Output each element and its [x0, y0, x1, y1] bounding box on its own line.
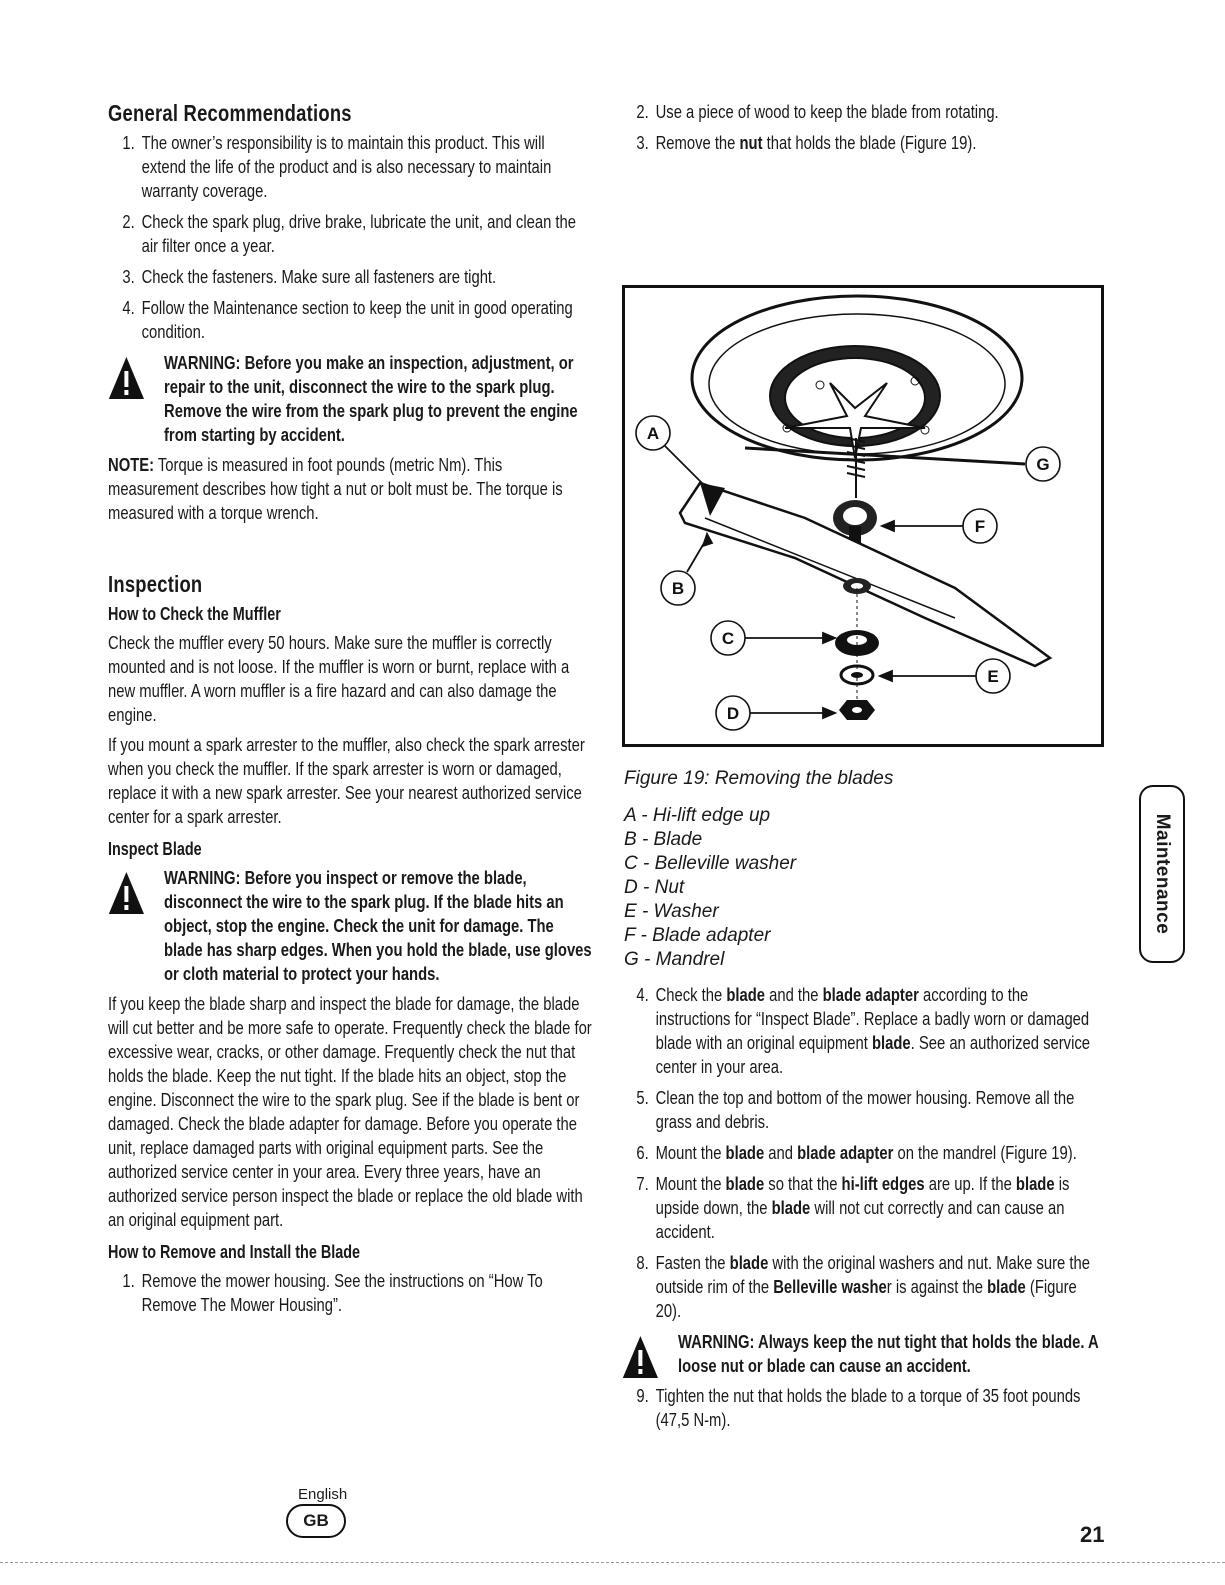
install-list-end — [622, 1384, 1102, 1432]
list-item: 3. Remove the nut that holds the blade (Figure 19). — [636, 132, 977, 153]
footer-language: English — [298, 1486, 348, 1503]
warning-triangle-icon — [108, 355, 145, 401]
list-item: 9. Tighten the nut that holds the blade to a torque of 35 foot pounds (47,5 N-m). — [636, 1385, 1081, 1430]
legend-item: A - Hi-lift edge up — [624, 805, 771, 826]
general-recommendations-heading: General Recommendations — [108, 100, 352, 126]
warning-triangle-icon — [622, 1334, 659, 1380]
legend-item: E - Washer — [624, 901, 719, 922]
inspection-heading: Inspection — [108, 571, 203, 597]
right-column-top — [622, 100, 1102, 162]
muffler-paragraph: Check the muffler every 50 hours. Make sure the muffler is correctly mounted and is not loose. If the muffler is worn or burnt, replace with a new muffler. A worn muffler is a fire hazard and can also damage the engine. — [108, 632, 570, 725]
figure-label-f: F — [974, 517, 986, 536]
remove-list — [108, 1269, 593, 1317]
figure-legend — [624, 804, 796, 972]
list-item: 1. Remove the mower housing. See the instructions on “How To Remove The Mower Housing”. — [122, 1270, 543, 1315]
list-item: 2. Check the spark plug, drive brake, lubricate the unit, and clean the air filter once a year. — [122, 211, 576, 256]
legend-item: B - Blade — [624, 829, 703, 850]
page-number: 21 — [1080, 1522, 1105, 1547]
remove-list-continued — [622, 100, 1102, 155]
list-item: 6. Mount the blade and blade adapter on the mandrel (Figure 19). — [636, 1142, 1077, 1163]
install-list — [622, 983, 1102, 1323]
list-item: 7. Mount the blade so that the hi-lift edges are up. If the blade is upside down, the blade will not cut correctly and can cause an accident. — [636, 1173, 1070, 1242]
figure-label-b: B — [671, 579, 685, 598]
spark-arrester-paragraph: If you mount a spark arrester to the muffler, also check the spark arrester when you check the muffler. If the spark arrester is worn or damaged, replace it with a new spark arrester. See your nearest authorized service center for a spark arrester. — [108, 734, 585, 827]
list-item: 1. The owner’s responsibility is to maintain this product. This will extend the life of the product and is also necessary to maintain warranty coverage. — [122, 132, 552, 201]
list-item: 2. Use a piece of wood to keep the blade from rotating. — [636, 101, 999, 122]
figure-label-a: A — [646, 424, 660, 443]
language-badge: GB — [286, 1504, 346, 1538]
list-item: 8. Fasten the blade with the original washers and nut. Make sure the outside rim of the Belleville washer is against the blade (Figure 20). — [636, 1252, 1090, 1321]
maintenance-side-tab: Maintenance — [1139, 785, 1185, 963]
warning-block — [108, 866, 593, 986]
figure-label-e: E — [987, 667, 999, 686]
warning-text: WARNING: Always keep the nut tight that holds the blade. A loose nut or blade can cause an accident. — [678, 1331, 1099, 1376]
muffler-heading: How to Check the Muffler — [108, 604, 281, 624]
figure-caption: Figure 19: Removing the blades — [624, 768, 894, 789]
list-item: 4. Check the blade and the blade adapter according to the instructions for “Inspect Blade”. Replace a badly worn or damaged blade with an original equipment blade. See an authorized service center in your area. — [636, 984, 1090, 1077]
legend-item: D - Nut — [624, 877, 685, 898]
left-column — [108, 100, 593, 1324]
general-list — [108, 131, 593, 344]
figure-label-c: C — [721, 629, 735, 648]
inspect-blade-heading: Inspect Blade — [108, 839, 202, 859]
right-column-bottom — [622, 983, 1102, 1439]
warning-block — [622, 1330, 1102, 1378]
warning-text: WARNING: Before you inspect or remove the blade, disconnect the wire to the spark plug. If the blade hits an object, stop the engine. Check the unit for damage. The blade has sharp edges. When you hold the blade, use gloves or cloth material to protect your hands. — [164, 867, 592, 984]
figure-19-box — [622, 285, 1104, 747]
warning-block — [108, 351, 593, 447]
bottom-divider — [0, 1562, 1225, 1563]
remove-blade-heading: How to Remove and Install the Blade — [108, 1242, 361, 1262]
blade-paragraph: If you keep the blade sharp and inspect the blade for damage, the blade will cut better and be more safe to operate. Frequently check the blade for excessive wear, cracks, or other damage. Frequently check the nut that holds the blade. Keep the nut tight. If the blade hits an object, stop the engine. Disconnect the wire to the spark plug. See if the blade is bent or damaged. Check the blade adapter for damage. Before you operate the unit, replace damaged parts with original equipment parts. See the authorized service center in your area. Every three years, have an authorized service person inspect the blade or replace the old blade with an original equipment part. — [108, 993, 592, 1230]
blade-assembly-illustration — [625, 288, 1101, 744]
warning-text: WARNING: Before you make an inspection, adjustment, or repair to the unit, disconnect the wire to the spark plug. Remove the wire from the spark plug to prevent the engine from starting by accident. — [164, 352, 578, 445]
figure-label-d: D — [726, 704, 740, 723]
list-item: 5. Clean the top and bottom of the mower housing. Remove all the grass and debris. — [636, 1087, 1075, 1132]
note-paragraph: NOTE: Torque is measured in foot pounds (metric Nm). This measurement describes how tight a nut or bolt must be. The torque is measured with a torque wrench. — [108, 454, 563, 523]
figure-label-g: G — [1036, 455, 1050, 474]
legend-item: F - Blade adapter — [624, 925, 771, 946]
list-item: 4. Follow the Maintenance section to keep the unit in good operating condition. — [122, 297, 573, 342]
legend-item: C - Belleville washer — [624, 853, 797, 874]
legend-item: G - Mandrel — [624, 949, 725, 970]
warning-triangle-icon — [108, 870, 145, 916]
list-item: 3. Check the fasteners. Make sure all fasteners are tight. — [122, 266, 497, 287]
